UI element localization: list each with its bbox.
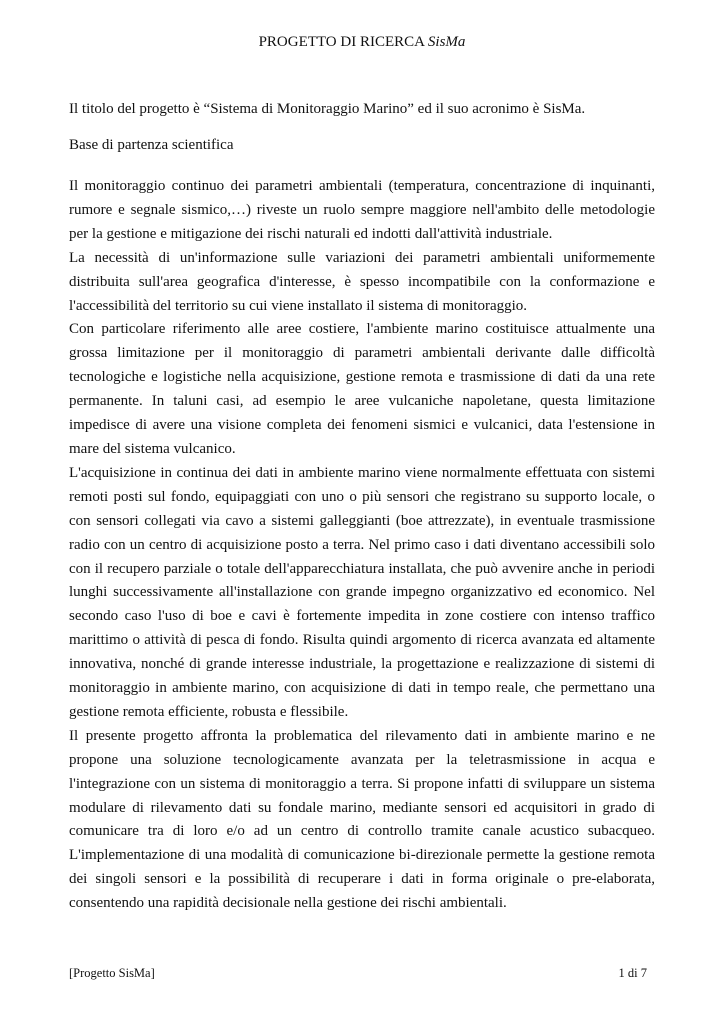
body-paragraph: Il presente progetto affronta la problematica del rilevamento dati in ambiente marino e ne propone una soluzione tecnologicamente avanzata per la teletrasmissione in acqua e l'integrazione con un sistema di monitoraggio a terra. Si propone infatti di sviluppare un sistema modulare di rilevamento dati su fondale marino, mediante sensori ed acquisitori in grado di comunicare tra di loro e/o ad un centro di controllo tramite canale acustico subacqueo. L'implementazione di una modalità di comunicazione bi-direzionale permette la gestione remota dei singoli sensori e la possibilità di recuperare i dati in forma originale o pre-elaborata, consentendo una rapidità decisionale nella gestione dei rischi ambientali. bbox=[69, 727, 655, 912]
footer-project-label: [Progetto SisMa] bbox=[69, 966, 155, 980]
header-title-emphasis: SisMa bbox=[427, 34, 466, 50]
body-paragraph: Il monitoraggio continuo dei parametri ambientali (temperatura, concentrazione di inquinanti, rumore e segnale sismico,…) riveste un ruolo sempre maggiore nell'ambito delle metodologie per la gestione e mitigazione dei rischi naturali ed indotti dall'attività industriale. bbox=[69, 178, 655, 242]
document-body bbox=[69, 97, 655, 916]
body-paragraph: La necessità di un'informazione sulle variazioni dei parametri ambientali uniformemente distribuita sull'area geografica d'interesse, è spesso incompatibile con la conformazione e l'accessibilità del territorio su cui viene installato il sistema di monitoraggio. bbox=[69, 249, 655, 314]
header-title: PROGETTO DI RICERCA bbox=[258, 34, 428, 50]
section-heading: Base di partenza scientifica bbox=[69, 137, 234, 153]
page-header bbox=[0, 34, 724, 51]
section-body bbox=[69, 175, 655, 916]
intro-paragraph: Il titolo del progetto è “Sistema di Monitoraggio Marino” ed il suo acronimo è SisMa. bbox=[69, 101, 586, 117]
page-number: 1 di 7 bbox=[618, 966, 647, 980]
body-paragraph: Con particolare riferimento alle aree costiere, l'ambiente marino costituisce attualmente una grossa limitazione per il monitoraggio di parametri ambientali derivante dalle difficoltà tecnologiche e logistiche nella acquisizione, gestione remota e trasmissione di dati da una rete permanente. In taluni casi, ad esempio le aree vulcaniche napoletane, questa limitazione impedisce di avere una visione completa dei fenomeni sismici e vulcanici, data l'estensione in mare del sistema vulcanico. bbox=[69, 321, 655, 457]
body-paragraph: L'acquisizione in continua dei dati in ambiente marino viene normalmente effettuata con sistemi remoti posti sul fondo, equipaggiati con uno o più sensori che registrano su supporto locale, o con sensori collegati via cavo a sistemi galleggianti (boe attrezzate), in eventuale trasmissione radio con un centro di acquisizione posto a terra. Nel primo caso i dati diventano accessibili solo con il recupero parziale o totale dell'apparecchiatura installata, che può avvenire anche in periodi lunghi successivamente all'installazione con grande impegno organizzativo ed economico. Nel secondo caso l'uso di boe e cavi è fortemente impedita in zone costiere con intenso traffico marittimo o attività di pesca di fondo. Risulta quindi argomento di ricerca avanzata ed altamente innovativa, nonché di grande interesse industriale, la progettazione e realizzazione di sistemi di monitoraggio in ambiente marino, con acquisizione di dati in tempo reale, che permettano una gestione remota efficiente, robusta e flessibile. bbox=[69, 464, 655, 720]
